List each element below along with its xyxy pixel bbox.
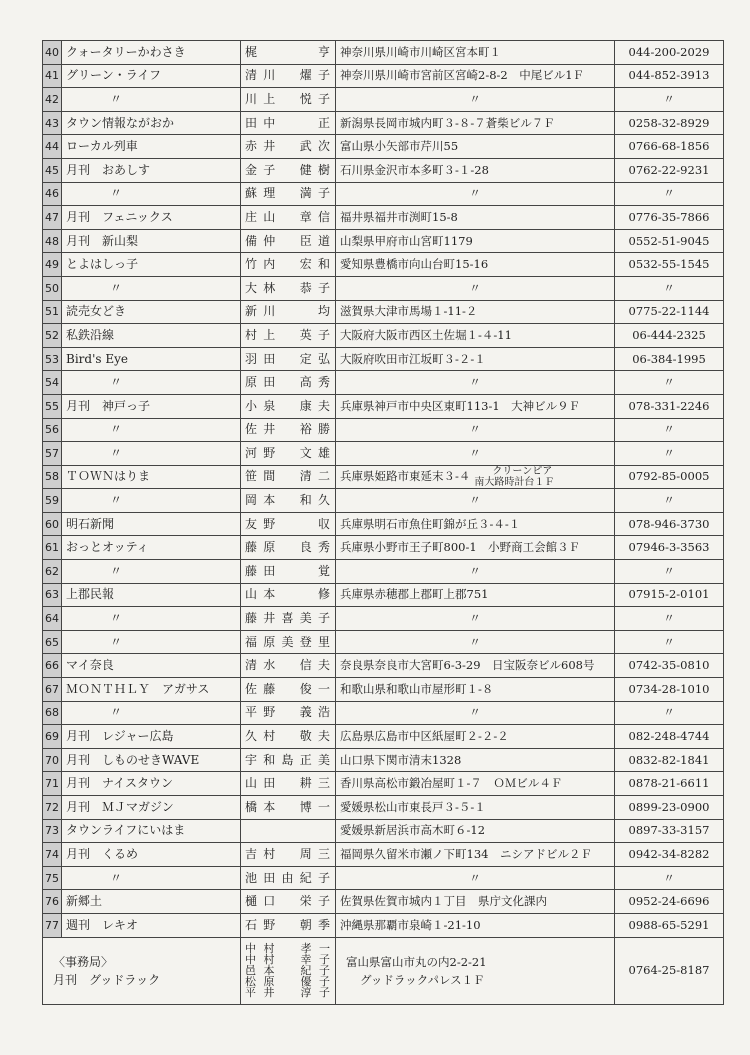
entry-number: 60 xyxy=(43,512,62,536)
contact-person: 金子 健樹 xyxy=(241,158,336,182)
table-row xyxy=(43,678,724,702)
phone-number: 〃 xyxy=(615,442,724,466)
phone-number: 044-852-3913 xyxy=(615,64,724,88)
phone-number: 0552-51-9045 xyxy=(615,229,724,253)
contact-person: 竹内 宏和 xyxy=(241,253,336,277)
entry-number: 50 xyxy=(43,276,62,300)
contact-person: 川上 悦子 xyxy=(241,88,336,112)
magazine-name: 〃 xyxy=(62,607,241,631)
entry-number: 58 xyxy=(43,465,62,489)
address: 〃 xyxy=(336,866,615,890)
table-row xyxy=(43,512,724,536)
table-row xyxy=(43,418,724,442)
entry-number: 40 xyxy=(43,41,62,65)
entry-number: 49 xyxy=(43,253,62,277)
contact-person: 大林 恭子 xyxy=(241,276,336,300)
address: 広島県広島市中区紙屋町２-２-２ xyxy=(336,725,615,749)
contact-person: 藤原 良秀 xyxy=(241,536,336,560)
address: 神奈川県川崎市川崎区宮本町１ xyxy=(336,41,615,65)
office-staff-cell xyxy=(241,937,336,1004)
contact-person: 梶 亨 xyxy=(241,41,336,65)
table-row xyxy=(43,88,724,112)
address: 和歌山県和歌山市屋形町１-８ xyxy=(336,678,615,702)
address: 兵庫県赤穂郡上郡町上郡751 xyxy=(336,583,615,607)
address: 〃 xyxy=(336,88,615,112)
table-row xyxy=(43,64,724,88)
phone-number: 0532-55-1545 xyxy=(615,253,724,277)
contact-person: 石野 朝季 xyxy=(241,913,336,937)
magazine-name: 月刊 レジャー広島 xyxy=(62,725,241,749)
magazine-name: 月刊 ナイスタウン xyxy=(62,772,241,796)
contact-person: 久村 敬夫 xyxy=(241,725,336,749)
address: 大阪府大阪市西区土佐堀１-４-11 xyxy=(336,324,615,348)
magazine-name: 新郷土 xyxy=(62,890,241,914)
magazine-name: 〃 xyxy=(62,442,241,466)
magazine-name: ＴＯＷＮはりま xyxy=(62,465,241,489)
entry-number: 63 xyxy=(43,583,62,607)
table-row xyxy=(43,819,724,843)
table-row xyxy=(43,347,724,371)
contact-person: 河野 文雄 xyxy=(241,442,336,466)
address: 〃 xyxy=(336,182,615,206)
table-row xyxy=(43,442,724,466)
contact-person: 平野 義浩 xyxy=(241,701,336,725)
address: 沖縄県那覇市泉崎１-21-10 xyxy=(336,913,615,937)
directory-body xyxy=(43,41,724,938)
table-row xyxy=(43,111,724,135)
address: 福岡県久留米市瀬ノ下町134 ニシアドビル２Ｆ xyxy=(336,843,615,867)
magazine-name: 月刊 新山梨 xyxy=(62,229,241,253)
address: 〃 xyxy=(336,489,615,513)
address: 兵庫県小野市王子町800-1 小野商工会館３Ｆ xyxy=(336,536,615,560)
entry-number: 75 xyxy=(43,866,62,890)
contact-person: 笹間 清二 xyxy=(241,465,336,489)
contact-person: 吉村 周三 xyxy=(241,843,336,867)
entry-number: 45 xyxy=(43,158,62,182)
address: 〃 xyxy=(336,442,615,466)
address-building-line1: クリーンピア xyxy=(492,465,553,477)
magazine-name: 月刊 しものせきWAVE xyxy=(62,748,241,772)
magazine-name: 明石新聞 xyxy=(62,512,241,536)
address: 〃 xyxy=(336,560,615,584)
phone-number: 0762-22-9231 xyxy=(615,158,724,182)
table-row xyxy=(43,206,724,230)
magazine-name: 〃 xyxy=(62,560,241,584)
address: 〃 xyxy=(336,607,615,631)
address xyxy=(336,465,615,489)
phone-number: 〃 xyxy=(615,371,724,395)
address: 〃 xyxy=(336,701,615,725)
table-row xyxy=(43,394,724,418)
table-row xyxy=(43,229,724,253)
contact-person: 山田 耕三 xyxy=(241,772,336,796)
magazine-name: 上郡民報 xyxy=(62,583,241,607)
address-building xyxy=(474,466,554,488)
entry-number: 59 xyxy=(43,489,62,513)
phone-number: 0776-35-7866 xyxy=(615,206,724,230)
entry-number: 76 xyxy=(43,890,62,914)
entry-number: 67 xyxy=(43,678,62,702)
table-row xyxy=(43,630,724,654)
entry-number: 68 xyxy=(43,701,62,725)
table-row xyxy=(43,913,724,937)
contact-person: 佐井 裕勝 xyxy=(241,418,336,442)
magazine-name: 〃 xyxy=(62,418,241,442)
table-row xyxy=(43,300,724,324)
table-row xyxy=(43,182,724,206)
address-main: 兵庫県姫路市東延末３-４ xyxy=(340,468,471,483)
magazine-name: 週刊 レキオ xyxy=(62,913,241,937)
address: 山梨県甲府市山宮町1179 xyxy=(336,229,615,253)
contact-person: 備仲 臣道 xyxy=(241,229,336,253)
phone-number: 〃 xyxy=(615,560,724,584)
office-tel: 0764-25-8187 xyxy=(615,937,724,1004)
address: 佐賀県佐賀市城内１丁目 県庁文化課内 xyxy=(336,890,615,914)
contact-person: 村上 英子 xyxy=(241,324,336,348)
magazine-name: タウン情報ながおか xyxy=(62,111,241,135)
entry-number: 47 xyxy=(43,206,62,230)
contact-person: 山本 修 xyxy=(241,583,336,607)
entry-number: 74 xyxy=(43,843,62,867)
entry-number: 44 xyxy=(43,135,62,159)
magazine-name: Bird's Eye xyxy=(62,347,241,371)
contact-person xyxy=(241,819,336,843)
magazine-name: 〃 xyxy=(62,630,241,654)
phone-number: 0988-65-5291 xyxy=(615,913,724,937)
contact-person: 宇和島正美 xyxy=(241,748,336,772)
contact-person: 友野 収 xyxy=(241,512,336,536)
entry-number: 43 xyxy=(43,111,62,135)
office-name-cell xyxy=(43,937,241,1004)
table-row xyxy=(43,158,724,182)
address: 新潟県長岡市城内町３-８-７蒼柴ビル７Ｆ xyxy=(336,111,615,135)
entry-number: 55 xyxy=(43,394,62,418)
contact-person: 蘇理 満子 xyxy=(241,182,336,206)
phone-number: 078-946-3730 xyxy=(615,512,724,536)
address: 山口県下関市清末1328 xyxy=(336,748,615,772)
magazine-name: ＭＯＮＴＨＬＹ アガサス xyxy=(62,678,241,702)
office-label: 〈事務局〉 xyxy=(53,954,114,969)
magazine-name: 読売女どき xyxy=(62,300,241,324)
table-row xyxy=(43,583,724,607)
magazine-name: 〃 xyxy=(62,866,241,890)
address: 〃 xyxy=(336,371,615,395)
entry-number: 42 xyxy=(43,88,62,112)
phone-number: 0832-82-1841 xyxy=(615,748,724,772)
entry-number: 62 xyxy=(43,560,62,584)
magazine-name: 〃 xyxy=(62,88,241,112)
magazine-name: 〃 xyxy=(62,182,241,206)
magazine-name: とよはしっ子 xyxy=(62,253,241,277)
entry-number: 71 xyxy=(43,772,62,796)
entry-number: 52 xyxy=(43,324,62,348)
magazine-name: マイ奈良 xyxy=(62,654,241,678)
phone-number: 044-200-2029 xyxy=(615,41,724,65)
table-row xyxy=(43,489,724,513)
phone-number: 〃 xyxy=(615,182,724,206)
address: 〃 xyxy=(336,276,615,300)
office-address-line2: グッドラックパレス１Ｆ xyxy=(360,972,485,987)
table-row xyxy=(43,465,724,489)
contact-person: 清水 信夫 xyxy=(241,654,336,678)
entry-number: 48 xyxy=(43,229,62,253)
contact-person: 原田 高秀 xyxy=(241,371,336,395)
address: 奈良県奈良市大宮町6-3-29 日宝阪奈ビル608号 xyxy=(336,654,615,678)
office-magazine: 月刊 グッドラック xyxy=(53,972,161,987)
magazine-name: 〃 xyxy=(62,701,241,725)
address: 愛媛県松山市東長戸３-５-１ xyxy=(336,796,615,820)
contact-person: 清川 燿子 xyxy=(241,64,336,88)
office-staff-0: 中村 孝一 xyxy=(245,942,331,956)
entry-number: 56 xyxy=(43,418,62,442)
office-staff-1: 中村 幸子 xyxy=(245,953,331,967)
table-row xyxy=(43,843,724,867)
phone-number: 〃 xyxy=(615,607,724,631)
office-staff-2: 邑本 紀子 xyxy=(245,964,331,978)
phone-number: 0942-34-8282 xyxy=(615,843,724,867)
magazine-name: 月刊 ＭＪマガジン xyxy=(62,796,241,820)
magazine-name: 月刊 おあしす xyxy=(62,158,241,182)
contact-person: 赤井 武次 xyxy=(241,135,336,159)
phone-number: 06-384-1995 xyxy=(615,347,724,371)
phone-number: 07946-3-3563 xyxy=(615,536,724,560)
contact-person: 福原美登里 xyxy=(241,630,336,654)
address: 石川県金沢市本多町３-１-28 xyxy=(336,158,615,182)
entry-number: 46 xyxy=(43,182,62,206)
table-row xyxy=(43,560,724,584)
entry-number: 72 xyxy=(43,796,62,820)
table-row xyxy=(43,41,724,65)
address: 〃 xyxy=(336,630,615,654)
entry-number: 77 xyxy=(43,913,62,937)
phone-number: 082-248-4744 xyxy=(615,725,724,749)
entry-number: 65 xyxy=(43,630,62,654)
entry-number: 53 xyxy=(43,347,62,371)
table-row xyxy=(43,253,724,277)
office-staff-4: 平井 淳子 xyxy=(245,986,331,1000)
magazine-name: 月刊 くるめ xyxy=(62,843,241,867)
contact-person: 小泉 康夫 xyxy=(241,394,336,418)
magazine-name: 〃 xyxy=(62,371,241,395)
magazine-name: ローカル列車 xyxy=(62,135,241,159)
contact-person: 藤田 覚 xyxy=(241,560,336,584)
phone-number: 0742-35-0810 xyxy=(615,654,724,678)
magazine-name: 私鉄沿線 xyxy=(62,324,241,348)
table-row xyxy=(43,890,724,914)
table-row xyxy=(43,796,724,820)
address: 大阪府吹田市江坂町３-２-１ xyxy=(336,347,615,371)
magazine-name: おっとオッティ xyxy=(62,536,241,560)
phone-number: 0734-28-1010 xyxy=(615,678,724,702)
table-row xyxy=(43,371,724,395)
phone-number: 0952-24-6696 xyxy=(615,890,724,914)
phone-number: 〃 xyxy=(615,88,724,112)
address: 滋賀県大津市馬場１-11-２ xyxy=(336,300,615,324)
phone-number: 078-331-2246 xyxy=(615,394,724,418)
address: 神奈川県川崎市宮前区宮崎2-8-2 中尾ビル1Ｆ xyxy=(336,64,615,88)
address: 兵庫県神戸市中央区東町113-1 大神ビル９Ｆ xyxy=(336,394,615,418)
table-row xyxy=(43,701,724,725)
table-row xyxy=(43,276,724,300)
contact-person: 池田由紀子 xyxy=(241,866,336,890)
magazine-name: 〃 xyxy=(62,276,241,300)
magazine-name: タウンライフにいはま xyxy=(62,819,241,843)
contact-person: 新川 均 xyxy=(241,300,336,324)
phone-number: 〃 xyxy=(615,630,724,654)
directory-table xyxy=(42,40,724,1005)
address: 愛知県豊橋市向山台町15-16 xyxy=(336,253,615,277)
phone-number: 0897-33-3157 xyxy=(615,819,724,843)
table-row xyxy=(43,135,724,159)
phone-number: 0878-21-6611 xyxy=(615,772,724,796)
table-row xyxy=(43,536,724,560)
address: 〃 xyxy=(336,418,615,442)
phone-number: 0766-68-1856 xyxy=(615,135,724,159)
office-row xyxy=(43,937,724,1004)
office-address-cell xyxy=(336,937,615,1004)
table-row xyxy=(43,772,724,796)
address: 愛媛県新居浜市高木町６-12 xyxy=(336,819,615,843)
table-row xyxy=(43,748,724,772)
entry-number: 64 xyxy=(43,607,62,631)
table-row xyxy=(43,725,724,749)
phone-number: 06-444-2325 xyxy=(615,324,724,348)
magazine-name: 〃 xyxy=(62,489,241,513)
phone-number: 〃 xyxy=(615,418,724,442)
address: 兵庫県明石市魚住町錦が丘３-４-１ xyxy=(336,512,615,536)
contact-person: 佐藤 俊一 xyxy=(241,678,336,702)
address: 香川県高松市鍛冶屋町１-７ ＯＭビル４Ｆ xyxy=(336,772,615,796)
phone-number: 〃 xyxy=(615,866,724,890)
table-row xyxy=(43,324,724,348)
entry-number: 66 xyxy=(43,654,62,678)
entry-number: 41 xyxy=(43,64,62,88)
entry-number: 70 xyxy=(43,748,62,772)
contact-person: 樋口 栄子 xyxy=(241,890,336,914)
table-row xyxy=(43,866,724,890)
phone-number: 07915-2-0101 xyxy=(615,583,724,607)
phone-number: 0899-23-0900 xyxy=(615,796,724,820)
phone-number: 〃 xyxy=(615,276,724,300)
magazine-name: クォータリーかわさき xyxy=(62,41,241,65)
phone-number: 0258-32-8929 xyxy=(615,111,724,135)
entry-number: 54 xyxy=(43,371,62,395)
contact-person: 橋本 博一 xyxy=(241,796,336,820)
contact-person: 岡本 和久 xyxy=(241,489,336,513)
entry-number: 69 xyxy=(43,725,62,749)
office-staff-3: 松原 優子 xyxy=(245,975,331,989)
contact-person: 田中 正 xyxy=(241,111,336,135)
contact-person: 羽田 定弘 xyxy=(241,347,336,371)
phone-number: 0792-85-0005 xyxy=(615,465,724,489)
office-address-line1: 富山県富山市丸の内2-2-21 xyxy=(346,954,487,969)
phone-number: 0775-22-1144 xyxy=(615,300,724,324)
address: 福井県福井市渕町15-8 xyxy=(336,206,615,230)
entry-number: 61 xyxy=(43,536,62,560)
phone-number: 〃 xyxy=(615,489,724,513)
contact-person: 庄山 章信 xyxy=(241,206,336,230)
entry-number: 51 xyxy=(43,300,62,324)
entry-number: 73 xyxy=(43,819,62,843)
table-row xyxy=(43,607,724,631)
magazine-name: グリーン・ライフ xyxy=(62,64,241,88)
table-row xyxy=(43,654,724,678)
contact-person: 藤井喜美子 xyxy=(241,607,336,631)
address-building-line2: 南大路時計台１Ｆ xyxy=(474,476,555,488)
address: 富山県小矢部市芹川55 xyxy=(336,135,615,159)
magazine-name: 月刊 神戸っ子 xyxy=(62,394,241,418)
magazine-name: 月刊 フェニックス xyxy=(62,206,241,230)
phone-number: 〃 xyxy=(615,701,724,725)
entry-number: 57 xyxy=(43,442,62,466)
